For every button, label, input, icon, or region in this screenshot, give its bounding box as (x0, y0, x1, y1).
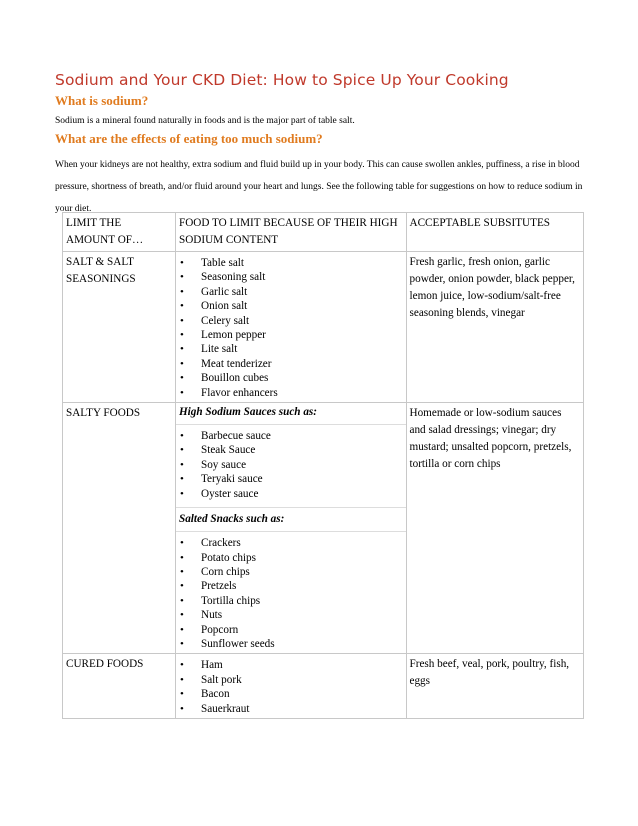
row-category: CURED FOODS (63, 654, 176, 719)
list-item: • Teryaki sauce (179, 472, 403, 486)
paragraph-effects: When your kidneys are not healthy, extra sodium and fluid build up in your body. This can cause swollen ankles, puffiness, a rise in blood pressure, shortness of breath, and/or fluid around your heart and lungs. See the following table for suggestions on how to reduce sodium in your diet. (55, 160, 583, 214)
list-item: • Tortilla chips (179, 594, 403, 608)
list-item: • Oyster sauce (179, 487, 403, 501)
page-title: Sodium and Your CKD Diet: How to Spice Up Your Cooking (55, 71, 509, 89)
list-item: • Sunflower seeds (179, 637, 403, 651)
list-item: • Pretzels (179, 579, 403, 593)
list-item: • Bouillon cubes (179, 371, 403, 385)
list-item: • Bacon (179, 687, 403, 701)
food-list (179, 429, 403, 501)
list-item: • Soy sauce (179, 458, 403, 472)
list-item: • Sauerkraut (179, 702, 403, 716)
table-row (63, 654, 584, 719)
sodium-table (62, 212, 584, 719)
list-item: • Meat tenderizer (179, 357, 403, 371)
paragraph-sodium-definition: Sodium is a mineral found naturally in foods and is the major part of table salt. (55, 116, 355, 126)
list-item: • Onion salt (179, 299, 403, 313)
list-item: • Salt pork (179, 673, 403, 687)
food-group-subheading: Salted Snacks such as: (176, 507, 406, 532)
list-item: • Flavor enhancers (179, 386, 403, 400)
list-item: • Lemon pepper (179, 328, 403, 342)
table-row (63, 403, 584, 654)
table-row (63, 252, 584, 403)
list-item: • Potato chips (179, 551, 403, 565)
list-item: • Nuts (179, 608, 403, 622)
food-list (179, 256, 403, 400)
list-item: • Celery salt (179, 314, 403, 328)
section-heading-what-is-sodium: What is sodium? (55, 93, 149, 108)
food-list (179, 536, 403, 651)
header-limit: LIMIT THE AMOUNT OF… (63, 213, 176, 252)
header-food-to-limit: FOOD TO LIMIT BECAUSE OF THEIR HIGH SODIUM CONTENT (175, 213, 406, 252)
row-foods (175, 403, 406, 654)
list-item: • Crackers (179, 536, 403, 550)
list-item: • Steak Sauce (179, 443, 403, 457)
list-item: • Garlic salt (179, 285, 403, 299)
row-substitutes: Fresh garlic, fresh onion, garlic powder, onion powder, black pepper, lemon juice, low-sodium/salt-free seasoning blends, vinegar (406, 252, 584, 403)
food-group-subheading: High Sodium Sauces such as: (176, 403, 406, 425)
food-list (179, 658, 403, 716)
list-item: • Table salt (179, 256, 403, 270)
list-item: • Seasoning salt (179, 270, 403, 284)
row-foods (175, 654, 406, 719)
header-substitutes: ACCEPTABLE SUBSITUTES (406, 213, 584, 252)
list-item: • Popcorn (179, 623, 403, 637)
row-substitutes: Homemade or low-sodium sauces and salad dressings; vinegar; dry mustard; unsalted popcorn, pretzels, tortilla or corn chips (406, 403, 584, 654)
row-category: SALTY FOODS (63, 403, 176, 654)
table-header-row (63, 213, 584, 252)
list-item: • Corn chips (179, 565, 403, 579)
list-item: • Lite salt (179, 342, 403, 356)
section-heading-effects: What are the effects of eating too much sodium? (55, 131, 323, 146)
list-item: • Ham (179, 658, 403, 672)
row-foods (175, 252, 406, 403)
row-category: SALT & SALT SEASONINGS (63, 252, 176, 403)
row-substitutes: Fresh beef, veal, pork, poultry, fish, eggs (406, 654, 584, 719)
list-item: • Barbecue sauce (179, 429, 403, 443)
